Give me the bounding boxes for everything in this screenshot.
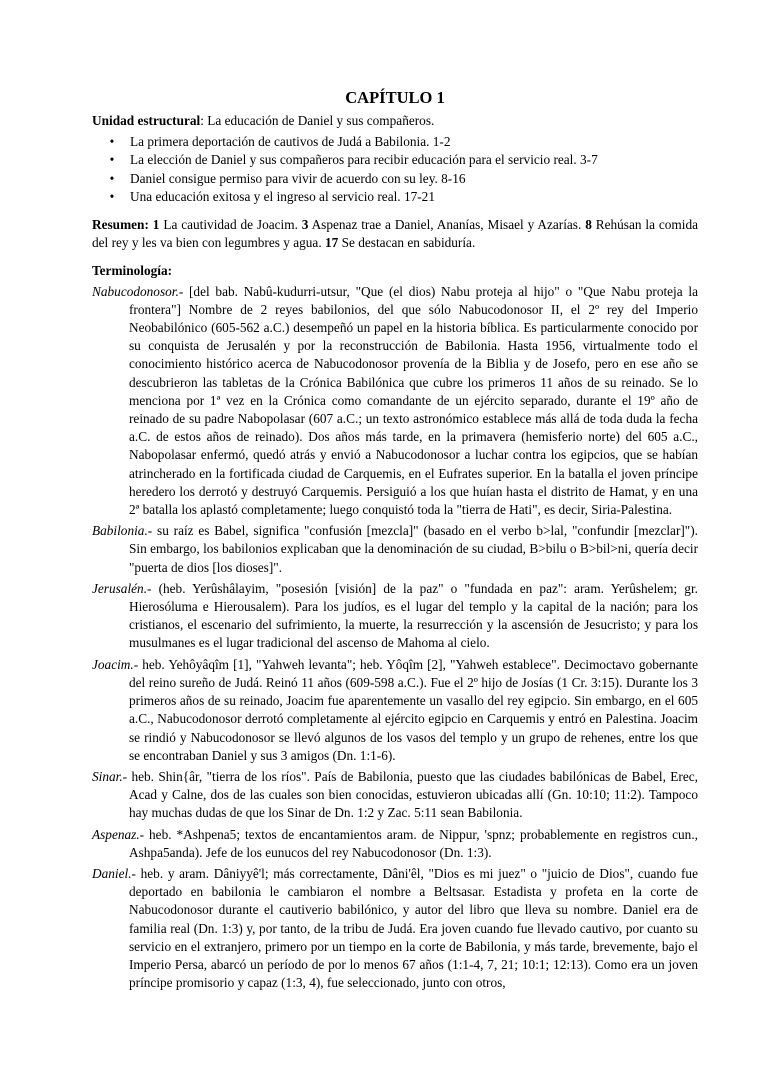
glossary-definition: [del bab. Nabû-kudurri-utsur, "Que (el dios) Nabu proteja al hijo" o "Que Nabu proteja la frontera"] Nombre de 2 reyes babilonios, del que sólo Nabucodonosor II, el 2º rey del Imperio Neobabilónico (605-562 a.C.) desempeñó un papel en la historia bíblica. Es particularmente conocido por su conquista de Jerusalén y por la reconstrucción de Babilonia. Hasta 1956, virtualmente todo el conocimiento histórico acerca de Nabucodonosor provenía de la Biblia y de Josefo, pero en ese año se descubrieron las tabletas de la Crónica Babilónica que cubre los primeros 11 años de su reinado. Se lo menciona por 1ª vez en la Crónica como comandante de un ejército separado, durante el 19º año de reinado de su padre Nabopolasar (607 a.C.; un texto astronómico establece más allá de toda duda la fecha a.C. de estos años de reinado). Dos años más tarde, en la primavera (hemisferio norte) del 605 a.C., Nabopolasar enfermó, quedó atrás y envió a Nabucodonosor a luchar contra los egipcios, que se habían atrincherado en la fortificada ciudad de Carquemis, en el Eufrates superior. En la batalla el joven príncipe heredero los derrotó y destruyó Carquemis. Persiguió a los que huían hasta el distrito de Hamat, y en una 2ª batalla los aplastó completamente; luego conquistó toda la "tierra de Hati", es decir, Siria-Palestina. xyxy=(129,283,698,518)
verse-number: 8 xyxy=(585,217,592,233)
term-dash: - xyxy=(147,580,159,596)
outline-list xyxy=(92,133,698,206)
term-dash: - xyxy=(122,768,132,784)
glossary-definition: su raíz es Babel, significa "confusión [mezcla]" (basado en el verbo b>lal, "confundir [mezclar]"). Sin embargo, los babilonios explicaban que la denominación de su ciudad, B>bilu o B>bil>ni, quería decir "puerta de dios [los dioses]". xyxy=(129,523,698,575)
outline-item xyxy=(109,170,698,188)
glossary-term: Aspenaz. xyxy=(92,826,140,842)
term-dash: - xyxy=(133,656,143,672)
glossary-term: Babilonia. xyxy=(92,523,148,539)
glossary-term: Jerusalén. xyxy=(92,580,148,596)
term-dash: - xyxy=(147,523,158,539)
structural-unit-text: : La educación de Daniel y sus compañeros. xyxy=(200,113,435,128)
structural-unit xyxy=(92,112,698,130)
verse-number: 17 xyxy=(325,235,339,251)
glossary-term: Sinar. xyxy=(92,768,123,784)
glossary-term: Nabucodonosor. xyxy=(92,283,179,299)
bullet-icon: • xyxy=(109,134,115,150)
term-dash: - xyxy=(131,865,141,881)
glossary-entry-jerusalen xyxy=(92,580,698,653)
glossary-definition: heb. y aram. Dâniyyê'l; más correctamente, Dâni'êl, "Dios es mi juez" o "juicio de Dios", cuando fue deportado en babilonia le cambiaron el nombre a Beltsasar. Estadista y profeta en la corte de Nabucodonosor durante el cautiverio babilónico, y autor del libro que lleva su nombre. Daniel era de familia real (Dn. 1:3) y, por tanto, de la tribu de Judá. Era joven cuando fue llevado cautivo, por cuanto su servicio en el extranjero, primero por un tiempo en la corte de Babilonia, y más tarde, brevemente, bajo el Imperio Persa, abarcó un período de por lo menos 67 años (1:1-4, 7, 21; 10:1; 12:13). Como era un joven príncipe promisorio y capaz (1:3, 4), fue seleccionado, junto con otros, xyxy=(129,865,698,991)
outline-item xyxy=(109,133,698,151)
bullet-icon: • xyxy=(109,152,115,168)
outline-item-text: Una educación exitosa y el ingreso al servicio real. 17-21 xyxy=(130,188,435,204)
outline-item xyxy=(109,188,698,206)
glossary-definition: heb. Yehôyâqîm [1], "Yahweh levanta"; heb. Yôqîm [2], "Yahweh establece". Decimoctavo gobernante del reino sureño de Judá. Reinó 11 años (609-598 a.C.). Fue el 2º hijo de Josías (1 Cr. 3:15). Durante los 3 primeros años de su reinado, Joacim fue aparentemente un vasallo del rey egipcio. Sin embargo, en el 605 a.C., Nabucodonosor derrotó completamente al ejército egipcio en Carquemis y entró en Palestina. Joacim se rindió y Nabucodonosor se llevó algunos de los vasos del templo y un grupo de rehenes, entre los que se encontraban Daniel y sus 3 amigos (Dn. 1:1-6). xyxy=(129,656,698,763)
glossary-definition: (heb. Yerûshâlayim, "posesión [visión] de la paz" o "fundada en paz": aram. Yerûshelem; gr. Hierosóluma e Hierousalem). Para los judíos, es el lugar del templo y la capital de la nación; para los cristianos, el escenario del sufrimiento, la muerte, la resurrección y la ascensión de Jesucristo; y para los musulmanes es el lugar tradicional del ascenso de Mahoma al cielo. xyxy=(129,580,698,651)
glossary-entry-daniel xyxy=(92,865,698,992)
outline-item-text: Daniel consigue permiso para vivir de acuerdo con su ley. 8-16 xyxy=(130,170,466,186)
glossary-definition: heb. Shin{âr, "tierra de los ríos". País de Babilonia, puesto que las ciudades babilónicas de Babel, Erec, Acad y Calne, dos de las cuales son bien conocidas, estuvieron ubicadas allí (Gn. 10:10; 11:2). Tampoco hay muchas dudas de que los Sinar de Dn. 1:2 y Zac. 5:11 sean Babilonia. xyxy=(129,768,698,821)
glossary-entry-nabucodonosor xyxy=(92,283,698,520)
summary-label: Resumen: xyxy=(92,217,149,233)
term-dash: - xyxy=(178,283,189,299)
verse-number: 3 xyxy=(301,217,309,233)
chapter-title: CAPÍTULO 1 xyxy=(345,88,445,107)
glossary-term: Joacim. xyxy=(92,656,134,672)
outline-item-text: La primera deportación de cautivos de Judá a Babilonia. 1-2 xyxy=(130,134,451,150)
glossary-entry-joacim xyxy=(92,656,698,765)
summary-text: Se destacan en sabiduría. xyxy=(338,235,476,251)
structural-unit-label: Unidad estructural xyxy=(92,113,201,128)
summary-text: La cautividad de Joacim. xyxy=(159,217,302,233)
glossary-term: Daniel. xyxy=(92,865,132,881)
glossary-entry-babilonia xyxy=(92,522,698,577)
document-page xyxy=(92,88,698,995)
summary-text: Aspenaz trae a Daniel, Ananías, Misael y Azarías. xyxy=(308,217,586,233)
outline-item-text: La elección de Daniel y sus compañeros para recibir educación para el servicio real. 3-7 xyxy=(130,152,598,168)
summary-text: Rehúsan la comida del rey y les va bien con legumbres y agua. xyxy=(92,217,699,251)
outline-item xyxy=(109,151,698,169)
term-dash: - xyxy=(139,826,150,842)
glossary-entry-sinar xyxy=(92,768,698,823)
summary-paragraph xyxy=(92,216,698,252)
terminology-heading: Terminología: xyxy=(92,263,173,279)
glossary-entry-aspenaz xyxy=(92,826,698,862)
bullet-icon: • xyxy=(109,188,115,204)
glossary-definition: heb. *Ashpena5; textos de encantamientos aram. de Nippur, 'spnz; probablemente en registros cun., Ashpa5anda). Jefe de los eunucos del rey Nabucodonosor (Dn. 1:3). xyxy=(129,826,698,860)
bullet-icon: • xyxy=(109,170,115,186)
verse-number: 1 xyxy=(152,217,160,233)
